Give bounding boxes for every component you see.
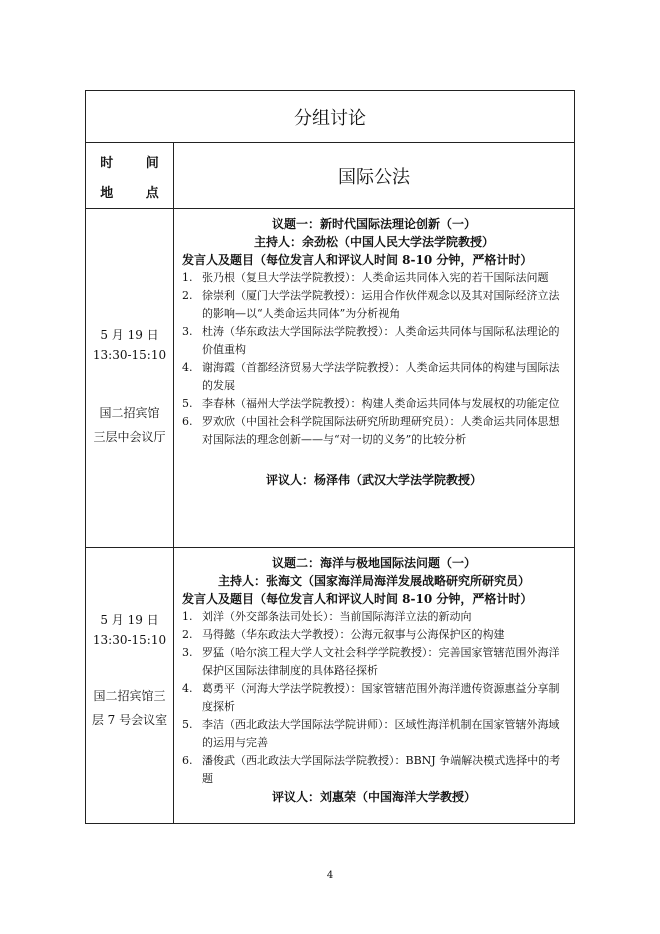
list-item: 1. 张乃根（复旦大学法学院教授）：人类命运共同体入宪的若干国际法问题 xyxy=(182,271,549,284)
list-item: 5. 李春林（福州大学法学院教授）：构建人类命运共同体与发展权的功能定位 xyxy=(182,397,560,410)
list-item: 3. 罗猛（哈尔滨工程大学人文社会科学学院教授）：完善国家管辖范围外海洋保护区国际法律制度的具体路径探析 xyxy=(182,646,560,677)
session-info-1 xyxy=(86,209,174,547)
session-date: 5 月 19 日 xyxy=(100,613,159,627)
session-body-1 xyxy=(174,209,574,547)
session-date: 5 月 19 日 xyxy=(100,328,159,342)
session-intro: 发言人及题目（每位发言人和评议人时间 8-10 分钟，严格计时） xyxy=(182,253,533,267)
speaker-list xyxy=(182,608,566,788)
session-venue-line1: 国二招宾馆 xyxy=(99,406,160,420)
list-item: 2. 马得懿（华东政法大学教授）：公海元叙事与公海保护区的构建 xyxy=(182,628,505,641)
header-left-cell xyxy=(86,143,174,208)
session-intro: 发言人及题目（每位发言人和评议人时间 8-10 分钟，严格计时） xyxy=(182,592,533,606)
header-row xyxy=(86,143,574,209)
session-time: 13:30-15:10 xyxy=(92,633,167,647)
speaker-list xyxy=(182,269,566,449)
session-time: 13:30-15:10 xyxy=(92,348,167,362)
session-row-1 xyxy=(86,209,574,548)
session-info-2 xyxy=(86,548,174,823)
session-venue-line1: 国二招宾馆三 xyxy=(93,689,166,703)
field-title: 国际公法 xyxy=(338,166,410,188)
page-number: 4 xyxy=(326,870,334,881)
session-topic: 议题二：海洋与极地国际法问题（一） xyxy=(271,556,476,570)
session-host: 主持人：余劲松（中国人民大学法学院教授） xyxy=(253,235,494,249)
table-title: 分组讨论 xyxy=(86,91,574,143)
list-item: 1. 刘洋（外交部条法司处长）：当前国际海洋立法的新动向 xyxy=(182,610,472,623)
session-body-2 xyxy=(174,548,574,823)
session-reviewer: 评议人：刘惠荣（中国海洋大学教授） xyxy=(271,790,476,804)
list-item: 6. 潘俊武（西北政法大学国际法学院教授）：BBNJ 争端解决模式选择中的考题 xyxy=(182,754,561,785)
list-item: 2. 徐崇利（厦门大学法学院教授）：运用合作伙伴观念以及其对国际经济立法的影响—以“人类命运共同体”为分析视角 xyxy=(182,289,560,320)
session-reviewer: 评议人：杨泽伟（武汉大学法学院教授） xyxy=(265,473,482,487)
session-host: 主持人：张海文（国家海洋局海洋发展战略研究所研究员） xyxy=(217,574,530,588)
session-venue-line2: 层 7 号会议室 xyxy=(91,713,168,727)
session-row-2 xyxy=(86,548,574,823)
list-item: 5. 李洁（西北政法大学国际法学院讲师）：区域性海洋机制在国家管辖外海域的运用与完善 xyxy=(182,718,560,749)
list-item: 3. 杜涛（华东政法大学国际法学院教授）：人类命运共同体与国际私法理论的价值重构 xyxy=(182,325,560,356)
session-topic: 议题一：新时代国际法理论创新（一） xyxy=(271,217,476,231)
list-item: 6. 罗欢欣（中国社会科学院国际法研究所助理研究员）：人类命运共同体思想对国际法的理念创新——与“对一切的义务”的比较分析 xyxy=(182,415,560,446)
place-label: 地 点 xyxy=(100,186,173,201)
schedule-table xyxy=(85,90,575,824)
session-venue-line2: 三层中会议厅 xyxy=(93,430,166,444)
list-item: 4. 谢海霞（首都经济贸易大学法学院教授）：人类命运共同体的构建与国际法的发展 xyxy=(182,361,560,392)
list-item: 4. 葛勇平（河海大学法学院教授）：国家管辖范围外海洋遗传资源惠益分享制度探析 xyxy=(182,682,560,713)
time-label: 时 间 xyxy=(100,156,173,171)
